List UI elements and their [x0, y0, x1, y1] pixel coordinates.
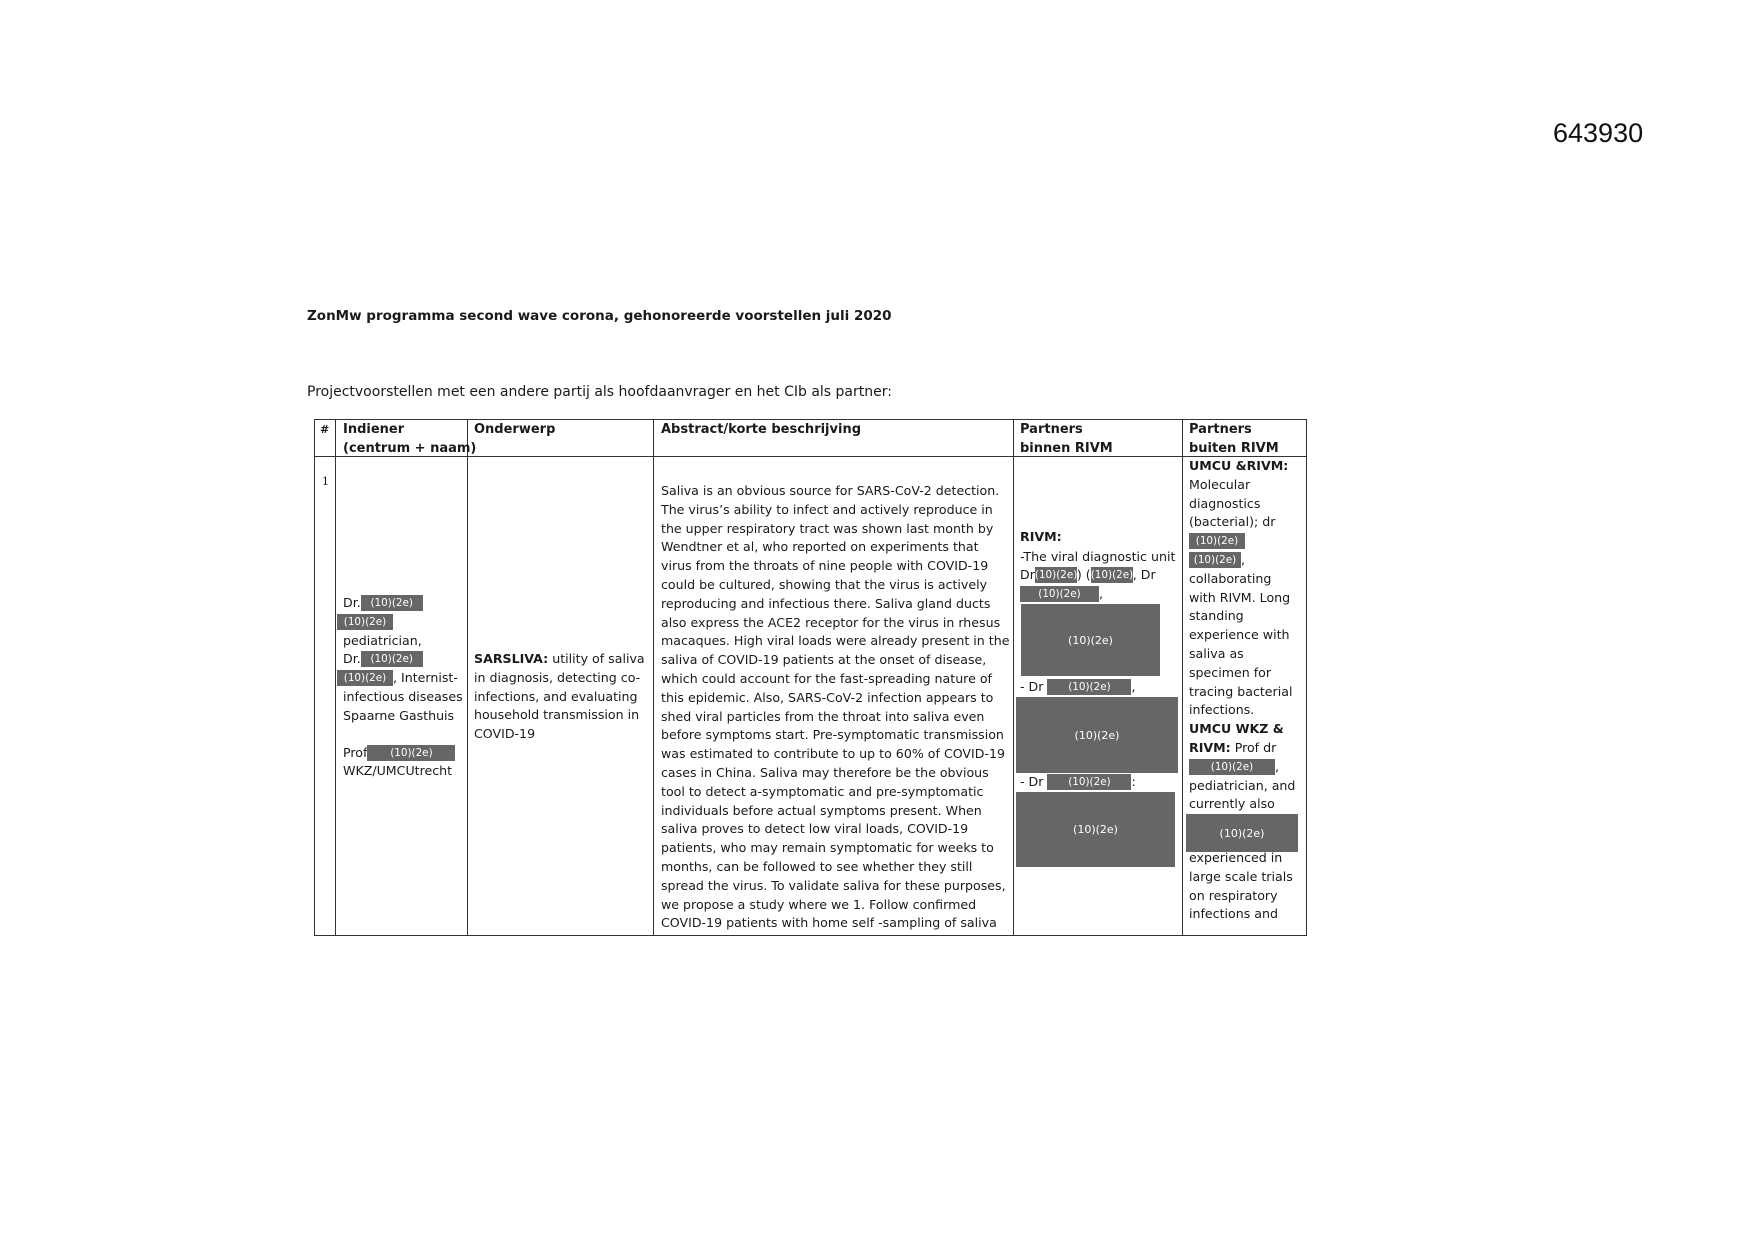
redaction-box: (10)(2e) [1047, 774, 1131, 790]
partners-in-dash-dr: - Dr [1020, 679, 1044, 694]
partners-out-line: large scale trials [1189, 868, 1293, 884]
abstract-line: could be cultured, showing that the virus is actively [661, 576, 988, 592]
indiener-line: infectious diseases [343, 688, 463, 704]
partners-out-wkz2: RIVM: [1189, 739, 1231, 755]
onderwerp-cell [474, 650, 645, 744]
column-divider [467, 419, 468, 936]
header-indiener-line2: (centrum + naam) [343, 441, 477, 456]
indiener-line [337, 669, 463, 688]
partners-out-line: (bacterial); dr [1189, 514, 1276, 530]
partners-in-comma-dr: , Dr [1132, 567, 1156, 582]
partners-out-line [1189, 532, 1295, 551]
indiener-line [337, 744, 463, 763]
partners-out-line: tracing bacterial [1189, 683, 1293, 699]
header-num: # [320, 423, 330, 436]
onderwerp-line [474, 650, 645, 669]
partners-out-line: pediatrician, and [1189, 777, 1296, 793]
partners-out-line: specimen for [1189, 664, 1272, 680]
table-border-bottom [314, 935, 1307, 936]
indiener-dr2: Dr. [343, 651, 361, 667]
abstract-line: this epidemic. Also, SARS-CoV-2 infection appears to [661, 689, 994, 705]
partners-out-prof: Prof dr [1230, 739, 1277, 755]
partners-out-line [1189, 758, 1295, 777]
partners-out-line: with RIVM. Long [1189, 589, 1291, 605]
partners-out-line [1189, 551, 1295, 570]
redaction-box: (10)(2e) [1047, 679, 1131, 695]
indiener-line [337, 650, 463, 669]
column-divider [335, 419, 336, 936]
redaction-box: (10)(2e) [1189, 552, 1241, 568]
header-indiener [343, 420, 476, 458]
header-partners-out-line2: buiten RIVM [1189, 441, 1279, 456]
onderwerp-line: COVID-19 [474, 726, 536, 742]
abstract-line: macaques. High viral loads were already present in the [661, 633, 1010, 649]
partners-out-line: infections. [1189, 702, 1255, 718]
abstract-line: tool to detect a-symptomatic and pre-symptomatic [661, 783, 984, 799]
row-number: 1 [322, 475, 329, 488]
partners-out-line: infections and [1189, 906, 1278, 922]
abstract-line: cases in China. Saliva may therefore be the obvious [661, 764, 989, 780]
partners-out-line: diagnostics [1189, 495, 1261, 511]
abstract-line: the upper respiratory tract was shown last month by [661, 520, 994, 536]
partners-in-rivm: RIVM: [1020, 529, 1062, 544]
indiener-prof: Prof [343, 744, 368, 760]
partners-out-comma2: , [1275, 758, 1280, 774]
partners-in-rivm-label [1020, 528, 1062, 547]
column-divider [1182, 419, 1183, 936]
partners-out-line: saliva as [1189, 645, 1244, 661]
partners-in-paren: ) ( [1076, 567, 1091, 582]
partners-in-line [1020, 585, 1103, 604]
abstract-line: shed viral particles from the throat into saliva even [661, 708, 985, 724]
table-border-right [1306, 419, 1307, 936]
partners-out-line: currently also [1189, 796, 1275, 812]
partners-out-line: standing [1189, 608, 1244, 624]
abstract-line: COVID-19 patients with home self -sampling of saliva [661, 915, 997, 931]
document-number: 643930 [1553, 118, 1644, 148]
intro-text: Projectvoorstellen met een andere partij als hoofdaanvrager en het CIb als partner: [307, 384, 892, 400]
abstract-line: virus from the throats of nine people with COVID-19 [661, 558, 989, 574]
partners-in-line [1020, 678, 1135, 697]
column-divider [1013, 419, 1014, 936]
indiener-line: WKZ/UMCUtrecht [343, 763, 453, 779]
redaction-box: (10)(2e) [1186, 814, 1298, 852]
redaction-box: (10)(2e) [1034, 569, 1078, 581]
abstract-line: individuals before actual symptoms present. When [661, 802, 982, 818]
partners-in-unit: -The viral diagnostic unit [1020, 549, 1176, 564]
abstract-line: also express the ACE2 receptor for the virus in rhesus [661, 614, 1001, 630]
header-abstract: Abstract/korte beschrijving [661, 422, 862, 437]
partners-out-line: Molecular [1189, 476, 1251, 492]
redaction-box: (10)(2e) [1021, 604, 1160, 676]
onderwerp-line: household transmission in [474, 707, 640, 723]
abstract-line: Saliva is an obvious source for SARS-CoV-2 detection. [661, 483, 1000, 498]
column-divider [653, 419, 654, 936]
header-onderwerp: Onderwerp [474, 422, 556, 437]
indiener-cell [337, 594, 463, 781]
partners-in-dr-line [1020, 566, 1156, 585]
abstract-line: saliva proves to detect low viral loads, COVID-19 [661, 821, 969, 837]
redaction-box: (10)(2e) [1016, 792, 1175, 867]
abstract-line: we propose a study where we 1. Follow confirmed [661, 896, 977, 912]
onderwerp-text: utility of saliva [548, 651, 645, 666]
table-border-left [314, 419, 315, 936]
document-title: ZonMw programma second wave corona, gehonoreerde voorstellen juli 2020 [307, 308, 892, 324]
redaction-box: (10)(2e) [337, 614, 393, 630]
abstract-line: was estimated to contribute to up to 60% of COVID-19 [661, 746, 1006, 762]
partners-in-dash-dr2: - Dr [1020, 774, 1044, 789]
header-partners-in [1020, 420, 1113, 458]
abstract-line: reproducing and infectious there. Saliva gland ducts [661, 595, 991, 611]
indiener-dr: Dr. [343, 595, 361, 610]
indiener-line [337, 594, 463, 613]
onderwerp-line: in diagnosis, detecting co- [474, 669, 641, 685]
header-indiener-line1: Indiener [343, 422, 405, 437]
onderwerp-project-name: SARSLIVA: [474, 651, 549, 666]
abstract-line: The virus’s ability to infect and actively reproduce in [661, 501, 993, 517]
partners-in-line [1020, 773, 1136, 792]
partners-in-colon: : [1131, 774, 1136, 789]
indiener-spacer [337, 726, 463, 744]
redaction-box: (10)(2e) [361, 595, 423, 611]
abstract-line: months, can be followed to see whether they still [661, 858, 973, 874]
indiener-line: Spaarne Gasthuis [343, 707, 455, 723]
partners-out-cell-bottom [1189, 849, 1293, 924]
redaction-box: (10)(2e) [361, 651, 423, 667]
abstract-line: Wendtner et al, who reported on experiments that [661, 539, 979, 555]
partners-in-dr: Dr [1020, 567, 1035, 582]
header-partners-out-line1: Partners [1189, 422, 1252, 437]
partners-out-line: collaborating [1189, 570, 1272, 586]
abstract-line: spread the virus. To validate saliva for these purposes, [661, 877, 1006, 893]
partners-out-line: UMCU WKZ & [1189, 721, 1284, 737]
abstract-cell [661, 482, 1009, 933]
indiener-line: pediatrician, [343, 632, 422, 648]
partners-in-comma: , [1099, 586, 1104, 601]
redaction-box: (10)(2e) [337, 670, 393, 686]
redaction-box: (10)(2e) [367, 745, 455, 761]
partners-out-cell [1189, 457, 1295, 814]
indiener-line [337, 613, 463, 632]
partners-out-line: experience with [1189, 627, 1290, 643]
header-partners-out [1189, 420, 1279, 458]
indiener-internist: , Internist- [393, 670, 458, 686]
partners-out-line [1189, 739, 1295, 758]
onderwerp-line: infections, and evaluating [474, 688, 638, 704]
redaction-box: (10)(2e) [1189, 533, 1245, 549]
redaction-box: (10)(2e) [1090, 569, 1134, 581]
abstract-line: saliva of COVID-19 patients at the onset of disease, [661, 652, 987, 668]
partners-out-comma: , [1241, 551, 1246, 567]
redaction-box: (10)(2e) [1189, 759, 1275, 775]
partners-out-line: UMCU &RIVM: [1189, 458, 1289, 473]
header-partners-in-line1: Partners [1020, 422, 1083, 437]
redaction-box: (10)(2e) [1020, 586, 1099, 602]
abstract-line: before symptoms start. Pre-symptomatic transmission [661, 727, 1004, 743]
partners-in-comma2: , [1131, 679, 1136, 694]
header-partners-in-line2: binnen RIVM [1020, 441, 1113, 456]
redaction-box: (10)(2e) [1016, 697, 1178, 773]
partners-out-line: experienced in [1189, 850, 1283, 865]
abstract-line: patients, who may remain symptomatic for weeks to [661, 840, 994, 856]
partners-out-line: on respiratory [1189, 887, 1278, 903]
abstract-line: which could account for the fast-spreading nature of [661, 670, 992, 686]
